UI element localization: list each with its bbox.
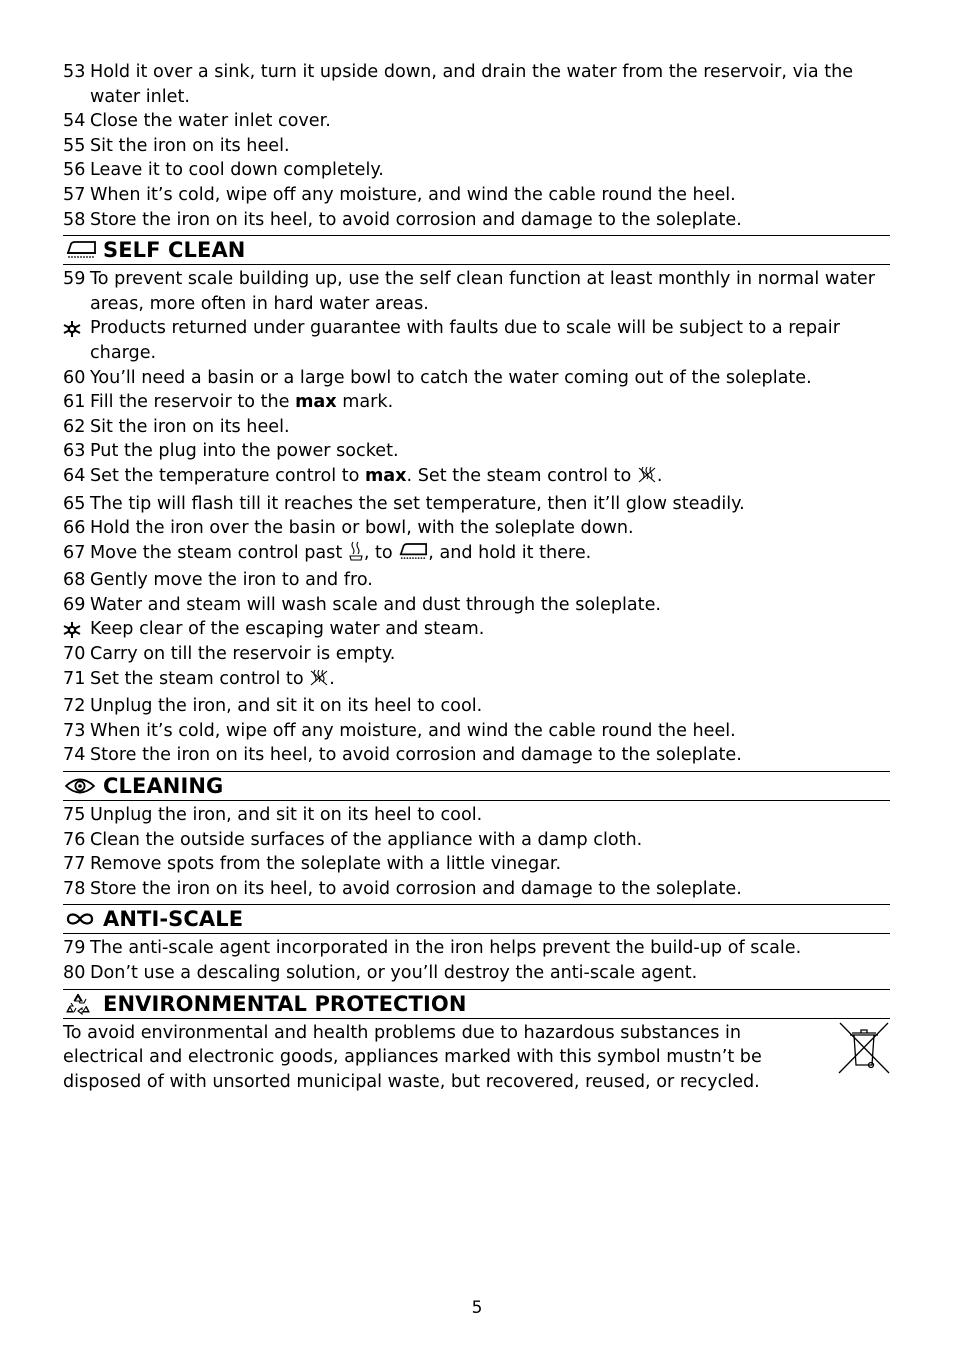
page-content — [63, 60, 890, 1094]
warning-text: Products returned under guarantee with faults due to scale will be subject to a repair charge. — [90, 318, 840, 363]
step-text — [90, 667, 890, 695]
text-run: . — [656, 465, 663, 486]
step-number: 70 — [63, 644, 86, 665]
step-78 — [63, 877, 890, 902]
step-71 — [63, 667, 890, 695]
step-70 — [63, 642, 890, 667]
step-text — [90, 464, 890, 492]
text-run: Move the steam control past — [90, 542, 348, 563]
step-number: 80 — [63, 963, 86, 983]
step-56 — [63, 158, 890, 183]
iron-self-clean-icon — [63, 240, 99, 260]
step-number: 72 — [63, 696, 86, 717]
step-number: 79 — [63, 938, 86, 959]
step-number: 53 — [63, 62, 86, 82]
step-73 — [63, 719, 890, 744]
step-number: 63 — [63, 441, 86, 462]
step-number: 69 — [63, 594, 86, 615]
step-66 — [63, 516, 890, 541]
step-61 — [63, 390, 890, 415]
text-run: . — [329, 668, 335, 689]
step-text: Store the iron on its heel, to avoid corrosion and damage to the soleplate. — [90, 209, 742, 230]
step-65 — [63, 492, 890, 517]
step-number: 71 — [63, 668, 86, 689]
step-text: The anti-scale agent incorporated in the iron helps prevent the build-up of scale. — [90, 938, 802, 959]
steam-off-icon — [309, 669, 329, 695]
page-number: 5 — [471, 1298, 483, 1318]
text-run: Set the temperature control to — [90, 465, 365, 486]
warning-note — [63, 316, 890, 365]
step-text: Gently move the iron to and fro. — [90, 570, 373, 591]
step-number: 60 — [63, 367, 86, 388]
step-text: Put the plug into the power socket. — [90, 441, 399, 462]
step-text: You’ll need a basin or a large bowl to catch the water coming out of the soleplate. — [90, 367, 812, 388]
step-number: 66 — [63, 518, 86, 539]
text-run: mark. — [336, 392, 394, 413]
step-number: 55 — [63, 135, 86, 156]
step-text: Unplug the iron, and sit it on its heel to cool. — [90, 805, 483, 826]
recycle-icon — [63, 992, 99, 1016]
section-header-self-clean — [63, 235, 890, 265]
text-run: Fill the reservoir to the — [90, 392, 296, 413]
warning-star-icon — [63, 617, 90, 642]
steam-icon — [348, 541, 364, 569]
step-text: Remove spots from the soleplate with a little vinegar. — [90, 854, 562, 875]
step-number: 57 — [63, 184, 86, 205]
step-60 — [63, 366, 890, 391]
step-number: 68 — [63, 570, 86, 591]
step-57 — [63, 183, 890, 208]
step-number: 65 — [63, 493, 86, 514]
step-text: Carry on till the reservoir is empty. — [90, 644, 396, 665]
step-number: 61 — [63, 392, 86, 413]
step-77 — [63, 852, 890, 877]
step-text: Clean the outside surfaces of the appliance with a damp cloth. — [90, 829, 643, 850]
step-text — [90, 390, 890, 415]
step-text: Store the iron on its heel, to avoid corrosion and damage to the soleplate. — [90, 745, 742, 766]
warning-note — [63, 617, 890, 642]
text-run: . Set the steam control to — [406, 465, 637, 486]
text-run: , to — [363, 542, 399, 563]
bold-text: max — [295, 392, 337, 413]
eye-icon — [63, 777, 99, 795]
section-title: SELF CLEAN — [103, 238, 246, 263]
step-64 — [63, 464, 890, 492]
step-text: When it’s cold, wipe off any moisture, and wind the cable round the heel. — [90, 720, 736, 741]
step-number: 76 — [63, 829, 86, 850]
step-58 — [63, 208, 890, 233]
step-number: 56 — [63, 160, 86, 181]
environment-block — [63, 1021, 890, 1095]
text-run: Set the steam control to — [90, 668, 310, 689]
step-text: When it’s cold, wipe off any moisture, and wind the cable round the heel. — [90, 184, 736, 205]
step-text: Close the water inlet cover. — [90, 111, 331, 132]
step-number: 78 — [63, 878, 86, 899]
step-53 — [63, 60, 890, 109]
warning-star-icon — [63, 316, 90, 365]
step-63 — [63, 439, 890, 464]
step-number: 67 — [63, 542, 86, 563]
iron-self-clean-icon — [398, 542, 428, 569]
step-number: 74 — [63, 745, 86, 766]
step-number: 64 — [63, 465, 86, 486]
step-67 — [63, 541, 890, 569]
step-76 — [63, 828, 890, 853]
step-text: The tip will flash till it reaches the set temperature, then it’ll glow steadily. — [90, 493, 745, 514]
step-number: 59 — [63, 269, 86, 290]
step-number: 75 — [63, 805, 86, 826]
steam-off-icon — [637, 466, 657, 492]
step-text: Sit the iron on its heel. — [90, 135, 290, 156]
step-text: Unplug the iron, and sit it on its heel to cool. — [90, 696, 483, 717]
warning-text: Keep clear of the escaping water and steam. — [90, 619, 485, 640]
step-text: Water and steam will wash scale and dust through the soleplate. — [90, 594, 661, 615]
step-80 — [63, 961, 890, 986]
step-54 — [63, 109, 890, 134]
section-title: ENVIRONMENTAL PROTECTION — [103, 991, 467, 1016]
step-text: Leave it to cool down completely. — [90, 160, 384, 181]
step-number: 77 — [63, 854, 86, 875]
bold-text: max — [364, 465, 407, 486]
step-72 — [63, 694, 890, 719]
text-run: , and hold it there. — [428, 542, 592, 563]
step-number: 62 — [63, 416, 86, 437]
section-header-anti-scale — [63, 904, 890, 934]
infinity-icon — [63, 911, 99, 927]
step-74 — [63, 743, 890, 768]
crossed-bin-icon — [838, 1021, 890, 1083]
step-69 — [63, 593, 890, 618]
step-text — [90, 541, 890, 569]
step-62 — [63, 415, 890, 440]
step-number: 73 — [63, 720, 86, 741]
step-68 — [63, 568, 890, 593]
step-text: Store the iron on its heel, to avoid corrosion and damage to the soleplate. — [90, 878, 742, 899]
step-number: 54 — [63, 111, 86, 132]
step-number: 58 — [63, 209, 86, 230]
step-text: Hold it over a sink, turn it upside down, and drain the water from the reservoir, via the water inlet. — [90, 62, 854, 107]
step-text: Sit the iron on its heel. — [90, 416, 290, 437]
step-text: To prevent scale building up, use the self clean function at least monthly in normal water areas, more often in hard water areas. — [90, 269, 875, 314]
section-title: CLEANING — [103, 774, 224, 799]
step-75 — [63, 803, 890, 828]
section-header-environment — [63, 989, 890, 1019]
environment-text: To avoid environmental and health problems due to hazardous substances in electrical and electronic goods, appliances marked with this symbol mustn’t be disposed of with unsorted municipal waste, but recovered, reused, or recycled. — [63, 1022, 762, 1092]
step-55 — [63, 134, 890, 159]
step-79 — [63, 936, 890, 961]
step-59 — [63, 267, 890, 316]
step-text: Don’t use a descaling solution, or you’ll destroy the anti-scale agent. — [90, 963, 698, 983]
section-header-cleaning — [63, 771, 890, 801]
section-title: ANTI-SCALE — [103, 907, 244, 932]
step-text: Hold the iron over the basin or bowl, with the soleplate down. — [90, 518, 634, 539]
